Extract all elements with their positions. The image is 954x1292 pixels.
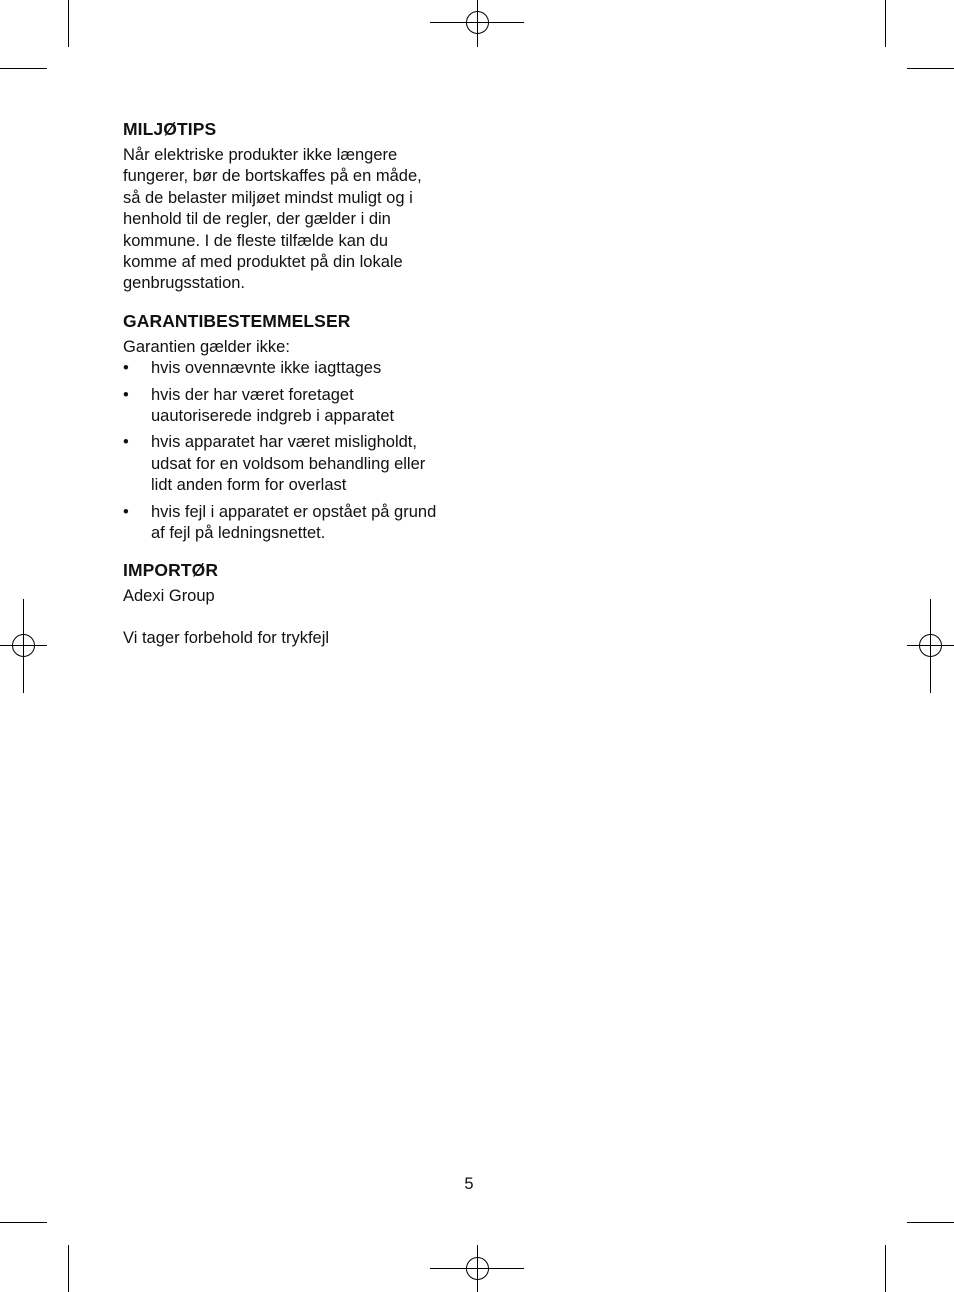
environment-line: kommune. I de fleste tilfælde kan du (123, 231, 389, 250)
importer-heading: IMPORTØR (123, 559, 219, 580)
environment-line: så de belaster miljøet mindst muligt og i (123, 188, 413, 207)
environment-section (123, 118, 468, 295)
bullet-icon: • (123, 359, 129, 378)
importer-section (123, 559, 468, 650)
list-item-line: lidt anden form for overlast (151, 476, 347, 495)
crop-mark-bottom-left-horizontal (0, 1222, 47, 1223)
crop-mark-top-right-horizontal (907, 68, 954, 69)
bullet-icon: • (123, 385, 129, 404)
list-item-text (151, 432, 468, 496)
list-item-line: hvis ovennævnte ikke iagttages (151, 359, 382, 378)
document-body (123, 118, 468, 664)
list-item (123, 385, 468, 428)
environment-line: fungerer, bør de bortskaffes på en måde, (123, 167, 422, 186)
list-item-text (151, 358, 468, 379)
warranty-section (123, 310, 468, 545)
page-number: 5 (464, 1175, 474, 1193)
environment-line: henhold til de regler, der gælder i din (123, 210, 391, 229)
registration-mark-right (907, 599, 954, 693)
list-item-line: udsat for en voldsom behandling eller (151, 454, 426, 473)
list-item-line: hvis der har været foretaget (151, 385, 354, 404)
environment-text (123, 145, 468, 295)
crop-mark-top-left-vertical (68, 0, 69, 47)
bullet-icon: • (123, 502, 129, 521)
crop-mark-bottom-left-vertical (68, 1245, 69, 1292)
environment-heading: MILJØTIPS (123, 119, 217, 139)
environment-line: komme af med produktet på din lokale (123, 253, 403, 272)
list-item (123, 502, 468, 545)
registration-mark-top (430, 0, 524, 47)
warranty-intro: Garantien gælder ikke: (123, 337, 290, 356)
environment-line: Når elektriske produkter ikke længere (123, 146, 398, 164)
list-item (123, 432, 468, 496)
list-item-text (151, 385, 468, 428)
crop-mark-bottom-right-vertical (885, 1245, 886, 1292)
environment-line: genbrugsstation. (123, 274, 246, 293)
list-item-line: af fejl på ledningsnettet. (151, 524, 326, 543)
list-item-text (151, 502, 468, 545)
registration-mark-left (0, 599, 47, 693)
spacer (123, 607, 468, 628)
list-item-line: uautoriserede indgreb i apparatet (151, 407, 395, 426)
crop-mark-top-left-horizontal (0, 68, 47, 69)
registration-mark-bottom (430, 1245, 524, 1292)
list-item (123, 358, 468, 379)
crop-mark-top-right-vertical (885, 0, 886, 47)
importer-name: Adexi Group (123, 586, 215, 605)
print-disclaimer: Vi tager forbehold for trykfejl (123, 628, 330, 647)
list-item-line: hvis apparatet har været misligholdt, (151, 433, 417, 452)
list-item-line: hvis fejl i apparatet er opstået på grund (151, 502, 437, 521)
warranty-exclusion-list (123, 358, 468, 544)
warranty-heading: GARANTIBESTEMMELSER (123, 310, 351, 331)
bullet-icon: • (123, 433, 129, 452)
crop-mark-bottom-right-horizontal (907, 1222, 954, 1223)
